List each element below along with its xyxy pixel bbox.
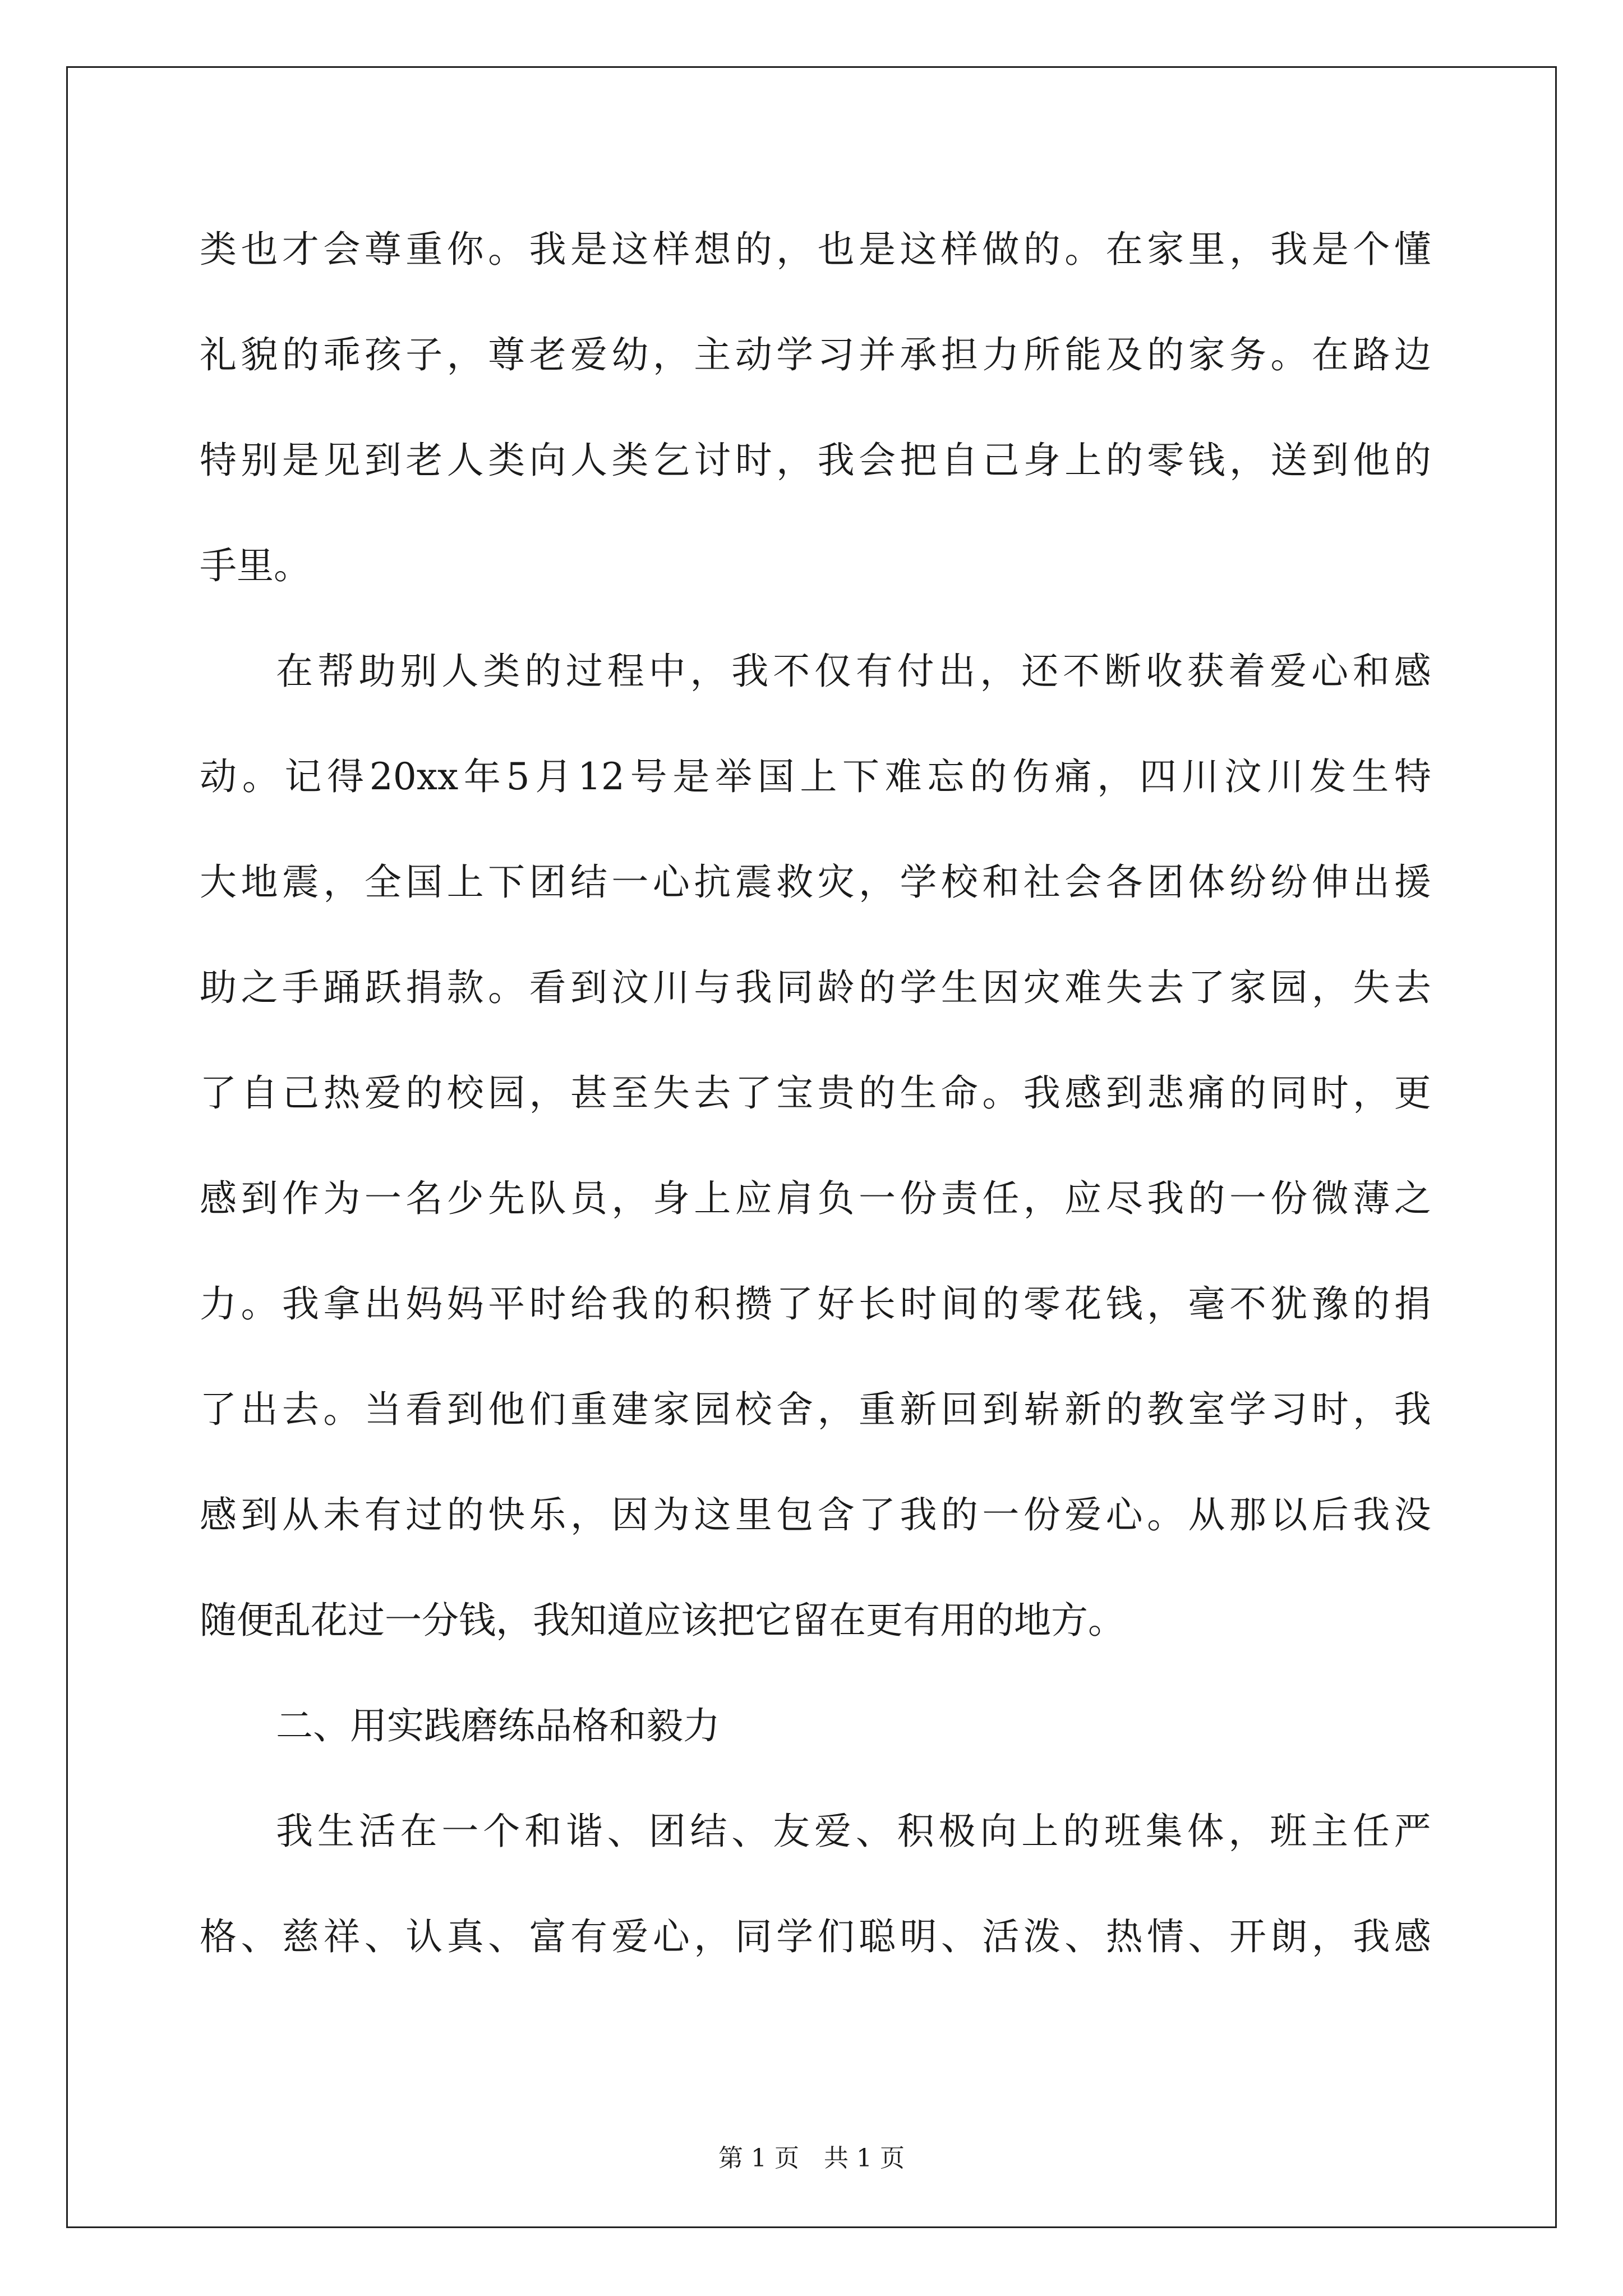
text-line: 手里。 — [200, 544, 311, 587]
text-line: 特 别 是 见 到 老 人 类 向 人 类 乞 讨 时 ， 我 会 把 自 己 身 上 的 零 钱 ， 送 到 他 的 — [200, 439, 1431, 482]
document-body — [200, 219, 1431, 2012]
text-line: 了 自 己 热 爱 的 校 园 ， 甚 至 失 去 了 宝 贵 的 生 命 。 我 感 到 悲 痛 的 同 时 ， 更 — [200, 1071, 1431, 1115]
text-line: 了 出 去 。 当 看 到 他 们 重 建 家 园 校 舍 ， 重 新 回 到 崭 新 的 教 室 学 习 时 ， 我 — [200, 1388, 1431, 1431]
text-line: 我 生 活 在 一 个 和 谐 、 团 结 、 友 爱 、 积 极 向 上 的 班 集 体 ， 班 主 任 严 — [276, 1810, 1431, 1853]
text-line: 动 。 记 得 20xx 年 5 月 12 号 是 举 国 上 下 难 忘 的 伤 痛 ， 四 川 汶 川 发 生 特 — [200, 755, 1431, 798]
text-line: 助 之 手 踊 跃 捐 款 。 看 到 汶 川 与 我 同 龄 的 学 生 因 灾 难 失 去 了 家 园 ， 失 去 — [200, 966, 1431, 1009]
text-line: 力 。 我 拿 出 妈 妈 平 时 给 我 的 积 攒 了 好 长 时 间 的 零 花 钱 ， 毫 不 犹 豫 的 捐 — [200, 1282, 1431, 1326]
text-line: 感 到 从 未 有 过 的 快 乐 ， 因 为 这 里 包 含 了 我 的 一 份 爱 心 。 从 那 以 后 我 没 — [200, 1493, 1431, 1536]
text-line: 二、用实践磨练品格和毅力 — [276, 1704, 720, 1747]
text-line: 礼 貌 的 乖 孩 子 ， 尊 老 爱 幼 ， 主 动 学 习 并 承 担 力 所 能 及 的 家 务 。 在 路 边 — [200, 333, 1431, 376]
text-line: 感 到 作 为 一 名 少 先 队 员 ， 身 上 应 肩 负 一 份 责 任 ， 应 尽 我 的 一 份 微 薄 之 — [200, 1177, 1431, 1220]
text-line: 格 、 慈 祥 、 认 真 、 富 有 爱 心 ， 同 学 们 聪 明 、 活 泼 、 热 情 、 开 朗 ， 我 感 — [200, 1915, 1431, 1958]
text-line: 随便乱花过一分钱，我知道应该把它留在更有用的地方。 — [200, 1599, 1125, 1642]
text-line: 大 地 震 ， 全 国 上 下 团 结 一 心 抗 震 救 灾 ， 学 校 和 社 会 各 团 体 纷 纷 伸 出 援 — [200, 861, 1431, 904]
page-number-footer: 第 1 页 共 1 页 — [718, 2144, 905, 2173]
text-line: 在 帮 助 别 人 类 的 过 程 中 ， 我 不 仅 有 付 出 ， 还 不 断 收 获 着 爱 心 和 感 — [276, 650, 1431, 693]
text-line: 类 也 才 会 尊 重 你 。 我 是 这 样 想 的 ， 也 是 这 样 做 的 。 在 家 里 ， 我 是 个 懂 — [200, 228, 1431, 271]
